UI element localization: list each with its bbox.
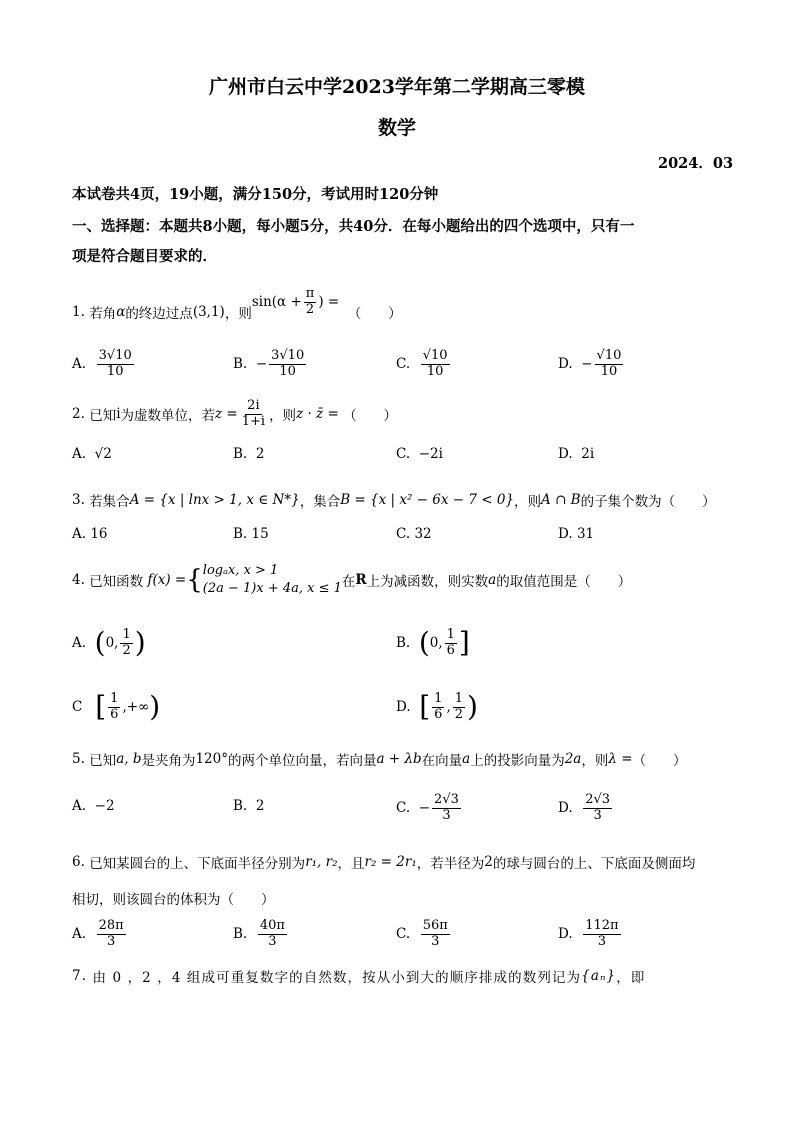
- option-label: C.: [396, 526, 411, 542]
- stem-text: ，则: [514, 494, 542, 510]
- frac-num: 1: [434, 690, 443, 706]
- q5-option-b[interactable]: [233, 798, 264, 814]
- bracket-right: ): [149, 690, 161, 723]
- stem-text: ，则: [224, 306, 252, 322]
- q4-option-a[interactable]: [72, 620, 146, 666]
- q1-option-a[interactable]: [72, 344, 136, 384]
- answer-paren: （ ）: [632, 753, 687, 769]
- question-number: 1.: [72, 304, 85, 320]
- stem-text: 已知某圆台的上、下底面半径分别为: [89, 856, 306, 872]
- exam-title: 广州市白云中学2023学年第二学期高三零模: [209, 76, 585, 98]
- frac-den: 6: [110, 706, 119, 722]
- math-expr: z · z̄ =: [296, 406, 339, 422]
- option-label: D.: [558, 526, 573, 542]
- frac-den: 3: [442, 807, 451, 823]
- stem-text: 在: [341, 574, 356, 590]
- stem-text: 若角: [89, 306, 117, 322]
- question-number: 7.: [72, 968, 88, 984]
- math-expr: ) =: [318, 293, 340, 310]
- bracket-left: (: [94, 626, 106, 659]
- case-2: (2a − 1)x + 4a, x ≤ 1: [202, 581, 342, 596]
- math-vector: a: [462, 751, 471, 767]
- bracket-right: ): [134, 626, 146, 659]
- q1-option-c[interactable]: [396, 344, 452, 384]
- math-set-r: R: [355, 572, 367, 588]
- frac-den: 10: [426, 363, 444, 379]
- q3-option-b[interactable]: [233, 526, 269, 542]
- stem-text: ，若半径为: [416, 856, 485, 872]
- math-expr: A ∩ B: [541, 492, 581, 508]
- option-sign: −: [581, 356, 593, 372]
- stem-text: 为虚数单位，若: [120, 408, 216, 424]
- question-3: [72, 486, 716, 514]
- bracket-left: [: [95, 690, 107, 723]
- option-text: 2i: [581, 446, 595, 462]
- frac-den: 3: [597, 933, 607, 949]
- option-label: B.: [233, 926, 248, 942]
- option-label: A.: [72, 446, 87, 462]
- stem-text: 的终边过点: [125, 306, 193, 322]
- q6-option-d[interactable]: [558, 914, 623, 954]
- stem-text: 上为减函数，则实数: [366, 574, 489, 590]
- bracket-left: [: [419, 690, 431, 723]
- math-set-a: A = {x | lnx > 1, x ∈ N*}: [129, 492, 300, 508]
- q3-option-c[interactable]: [396, 526, 432, 542]
- frac-den: 3: [268, 933, 277, 949]
- q5-option-a[interactable]: [72, 798, 115, 814]
- stem-text: ，即: [616, 970, 646, 986]
- bracket-right: ]: [458, 626, 470, 659]
- q5-option-d[interactable]: [558, 788, 614, 828]
- frac-den: 3: [593, 807, 602, 823]
- stem-text: 已知: [89, 408, 117, 424]
- math-expr: z =: [215, 406, 238, 422]
- piecewise-cases: [203, 562, 342, 597]
- exam-date: 2024．03: [658, 155, 734, 172]
- option-label: D.: [558, 446, 573, 462]
- stem-text: 的子集个数为（ ）: [580, 494, 716, 510]
- option-label: D.: [558, 800, 573, 816]
- q4-option-d[interactable]: D. [ $\frac{1}{6}$ , $\frac{1}{2}$ ): [396, 690, 478, 723]
- q3-option-a[interactable]: [72, 526, 108, 542]
- math-var: α: [116, 304, 126, 320]
- option-label: D.: [396, 699, 411, 715]
- option-text: 0,: [105, 635, 119, 651]
- frac-num: 1: [110, 690, 119, 706]
- option-text: −2: [94, 798, 115, 814]
- question-number: 4.: [72, 572, 85, 588]
- frac-num: 28π: [98, 917, 124, 933]
- q2-option-c[interactable]: [396, 446, 443, 462]
- q3-option-d[interactable]: [558, 526, 594, 542]
- math-vector: a + λb: [376, 751, 422, 767]
- frac-num: 1: [446, 626, 455, 642]
- option-label: C.: [396, 926, 411, 942]
- math-expr: f(x) =: [147, 572, 187, 588]
- option-text: 2: [255, 446, 265, 462]
- q2-option-b[interactable]: [233, 446, 264, 462]
- q6-option-c[interactable]: [396, 914, 452, 954]
- option-text: 32: [414, 526, 432, 542]
- frac-num: π: [305, 285, 315, 301]
- frac-num: 3√10: [98, 347, 132, 363]
- stem-text: 上的投影向量为: [470, 753, 565, 769]
- bracket-left: (: [418, 626, 430, 659]
- option-sign: −: [255, 356, 268, 372]
- frac-num: √10: [596, 347, 622, 363]
- math-set-b: B = {x | x² − 6x − 7 < 0}: [340, 492, 515, 508]
- frac-den: 6: [446, 642, 455, 658]
- frac-den: 2: [305, 301, 315, 317]
- stem-text: 已知函数: [89, 574, 144, 590]
- option-label: B.: [396, 635, 411, 651]
- stem-text: ，集合: [299, 494, 341, 510]
- option-sign: −: [418, 800, 431, 816]
- stem-text: ，且: [337, 856, 365, 872]
- question-5: [72, 746, 687, 772]
- stem-text: ，则: [269, 408, 297, 424]
- question-number: 5.: [72, 751, 85, 767]
- option-label: C: [72, 699, 83, 715]
- question-number: 3.: [72, 492, 85, 508]
- option-label: D.: [558, 356, 573, 372]
- case-1: logₐx, x > 1: [202, 563, 279, 579]
- question-number: 6.: [72, 854, 85, 870]
- math-relation: r₂ = 2r₁: [364, 854, 417, 870]
- answer-paren: （ ）: [343, 408, 398, 424]
- q6-option-b[interactable]: [233, 914, 289, 954]
- q5-option-c[interactable]: [396, 788, 463, 828]
- option-text: 31: [576, 526, 595, 542]
- q4-option-b[interactable]: [396, 620, 470, 666]
- q1-option-b[interactable]: [233, 344, 308, 384]
- frac-num: 1: [454, 690, 464, 706]
- frac-num: 112π: [585, 917, 619, 933]
- math-radii: r₁, r₂: [305, 854, 338, 870]
- option-text: 0,: [429, 635, 443, 651]
- math-point: (3,1): [192, 304, 225, 320]
- stem-text: 在向量: [421, 753, 463, 769]
- frac-den: 2: [122, 642, 131, 658]
- q6-option-a[interactable]: [72, 914, 128, 954]
- option-text: −2i: [418, 446, 443, 462]
- option-label: B.: [233, 446, 248, 462]
- math-sequence: {aₙ}: [581, 968, 617, 984]
- bracket-right: ): [467, 690, 478, 723]
- frac-num: 2i: [247, 397, 260, 413]
- option-text: √2: [94, 446, 112, 462]
- option-text: 15: [251, 526, 269, 542]
- frac-den: 10: [106, 363, 124, 379]
- frac-num: 3√10: [271, 347, 305, 363]
- frac-den: 6: [434, 706, 443, 722]
- answer-paren: （ ）: [347, 306, 402, 322]
- stem-text: 若集合: [89, 494, 130, 510]
- q2-option-d[interactable]: [558, 446, 594, 462]
- option-label: B.: [233, 526, 248, 542]
- q4-option-c[interactable]: [72, 684, 160, 730]
- math-expr: sin(α +: [251, 293, 302, 310]
- subject-title: 数学: [377, 117, 416, 139]
- option-label: B.: [233, 798, 248, 814]
- question-7: [72, 964, 645, 988]
- frac-num: 2√3: [585, 791, 611, 807]
- math-angle: 120°: [195, 751, 228, 767]
- option-label: A.: [72, 635, 87, 651]
- frac-den: 3: [107, 933, 116, 949]
- frac-den: 10: [600, 363, 618, 379]
- math-var: i: [116, 406, 121, 422]
- frac-den: 1+i: [241, 413, 266, 429]
- frac-num: √10: [422, 347, 448, 363]
- stem-text: 由 0 ，2 ，4 组成可重复数字的自然数，按从小到大的顺序排成的数列记为: [92, 970, 582, 986]
- math-var: a: [488, 572, 497, 588]
- stem-text: 的取值范围是（ ）: [496, 574, 632, 590]
- math-vectors: a, b: [116, 751, 142, 767]
- frac-num: 40π: [259, 917, 285, 933]
- option-label: A.: [72, 526, 87, 542]
- frac-num: 56π: [422, 917, 448, 933]
- stem-text: 是夹角为: [141, 753, 196, 769]
- option-label: A.: [72, 356, 87, 372]
- stem-text: 的球与圆台的上、下底面及侧面均: [492, 856, 696, 872]
- frac-num: 2√3: [434, 791, 459, 807]
- frac-den: 3: [431, 933, 440, 949]
- option-label: D.: [558, 926, 573, 942]
- question-1: [72, 285, 402, 334]
- q1-option-d[interactable]: [558, 344, 625, 384]
- stem-text: ，则: [581, 753, 609, 769]
- option-label: B.: [233, 356, 248, 372]
- question-6-line2: 相切，则该圆台的体积为（ ）: [72, 892, 275, 908]
- q2-option-a[interactable]: [72, 446, 112, 462]
- option-label: C.: [396, 446, 411, 462]
- option-label: C.: [396, 800, 411, 816]
- stem-text: 已知: [89, 753, 117, 769]
- question-2: [72, 394, 397, 434]
- option-label: C.: [396, 356, 411, 372]
- option-text: 16: [90, 526, 108, 542]
- frac-num: 1: [122, 626, 131, 642]
- frac-den: 10: [279, 363, 296, 379]
- section-heading-line2: 项是符合题目要求的．: [72, 248, 217, 265]
- frac-den: 2: [454, 706, 464, 722]
- exam-intro: 本试卷共4页，19小题，满分150分，考试用时120分钟: [72, 186, 439, 203]
- question-4: [72, 558, 631, 602]
- option-label: A.: [72, 798, 87, 814]
- question-number: 2.: [72, 406, 85, 422]
- stem-text: 的两个单位向量，若向量: [228, 753, 377, 769]
- option-label: A.: [72, 926, 87, 942]
- piecewise-brace: {: [186, 565, 203, 595]
- question-6-line1: [72, 852, 695, 872]
- math-expr: λ =: [608, 751, 633, 767]
- math-vector: 2a: [564, 751, 582, 767]
- math-number: 2: [484, 854, 493, 870]
- section-heading-line1: 一、选择题：本题共8小题，每小题5分，共40分．在每小题给出的四个选项中，只有一: [72, 218, 635, 235]
- option-text: ,+∞: [122, 699, 150, 715]
- option-text: 2: [255, 798, 265, 814]
